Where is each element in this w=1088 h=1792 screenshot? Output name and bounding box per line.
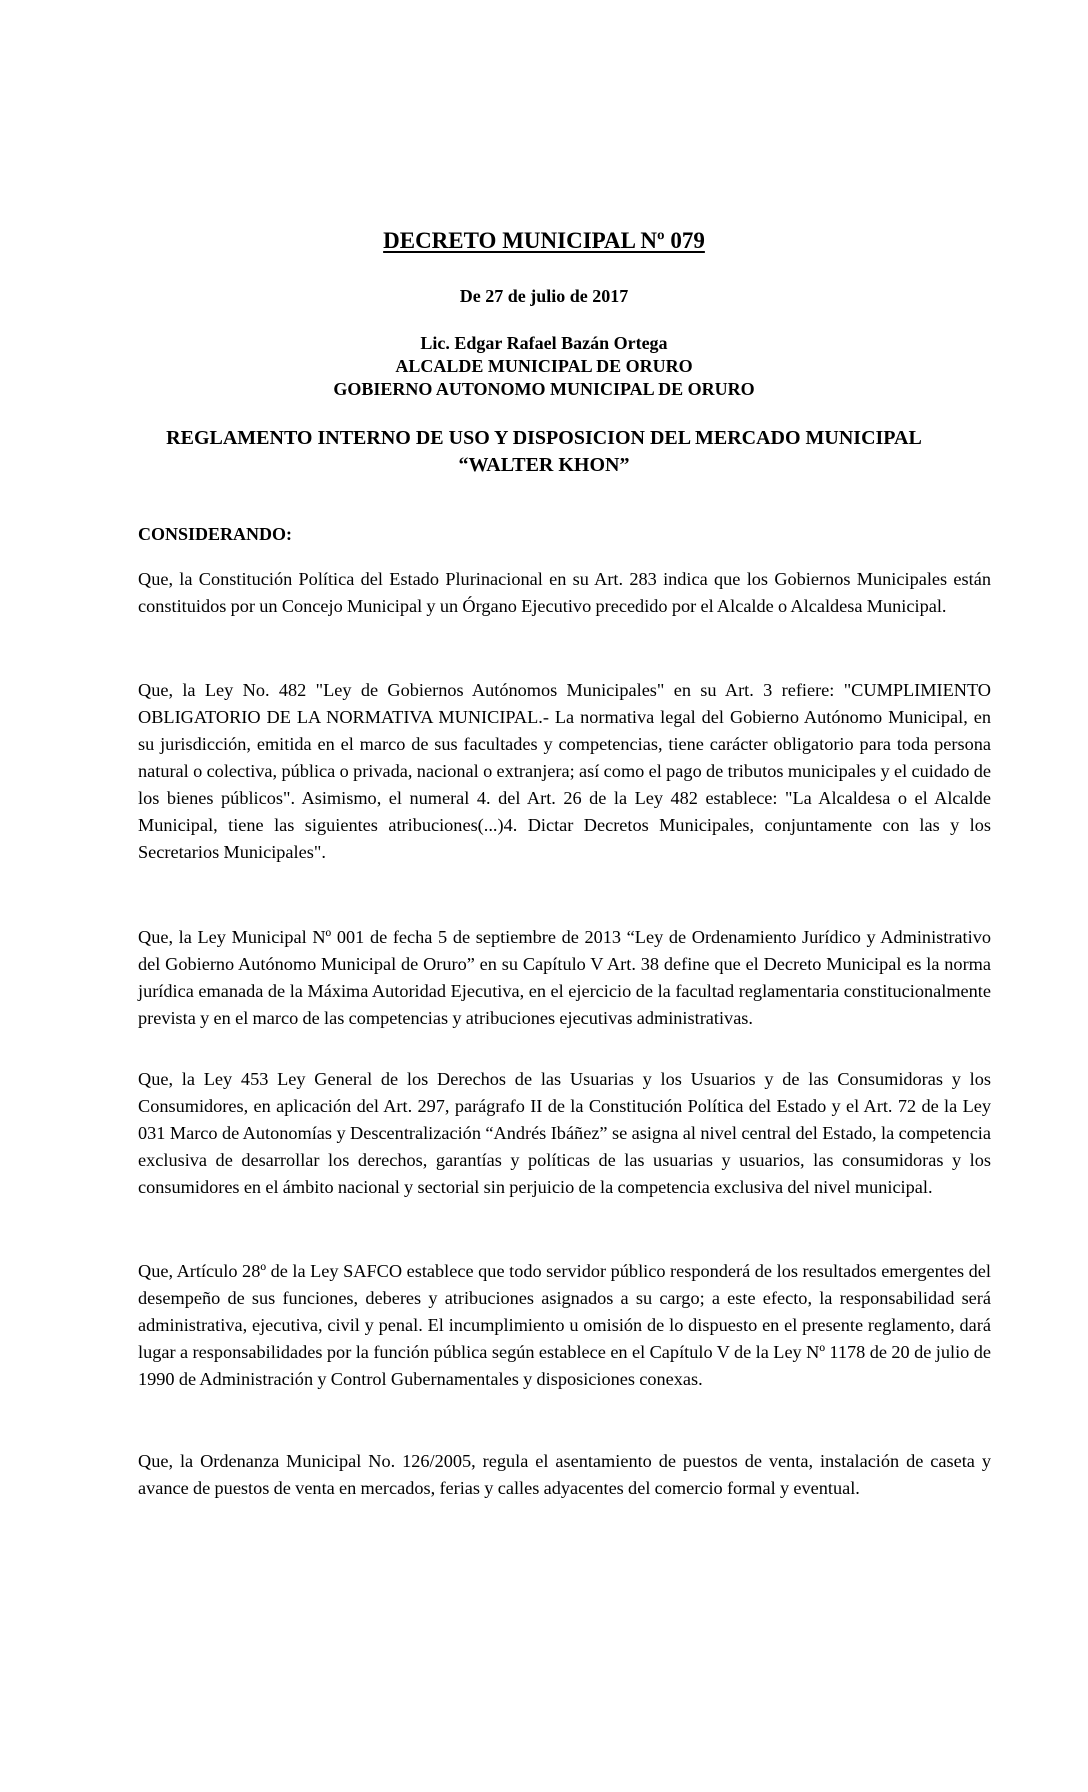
government-name: GOBIERNO AUTONOMO MUNICIPAL DE ORURO bbox=[333, 379, 755, 399]
paragraph-constitution: Que, la Constitución Política del Estado Plurinacional en su Art. 283 indica que los Gobiernos Municipales están constituidos por un Concejo Municipal y un Órgano Ejecutivo precedido por el Alcalde o Alcaldesa Municipal. bbox=[138, 569, 991, 616]
regulation-title-line1: REGLAMENTO INTERNO DE USO Y DISPOSICION DEL MERCADO MUNICIPAL bbox=[166, 427, 922, 449]
paragraph-ley-482: Que, la Ley No. 482 "Ley de Gobiernos Autónomos Municipales" en su Art. 3 refiere: "CUMPLIMIENTO OBLIGATORIO DE LA NORMATIVA MUNICIPAL.- La normativa legal del Gobierno Autónomo Municipal, en su jurisdicción, emitida en el marco de sus facultades y competencias, tiene carácter obligatorio para toda persona natural o colectiva, pública o privada, nacional o extranjera; así como el pago de tributos municipales y el cuidado de los bienes públicos". Asimismo, el numeral 4. del Art. 26 de la Ley 482 establece: "La Alcaldesa o el Alcalde Municipal, tiene las siguientes atribuciones(...)4. Dictar Decretos Municipales, conjuntamente con las y los Secretarios Municipales". bbox=[138, 680, 991, 862]
decree-date: De 27 de julio de 2017 bbox=[459, 286, 629, 306]
decree-title: DECRETO MUNICIPAL Nº 079 bbox=[383, 228, 705, 253]
paragraph-ley-municipal-001: Que, la Ley Municipal Nº 001 de fecha 5 de septiembre de 2013 “Ley de Ordenamiento Jurídico y Administrativo del Gobierno Autónomo Municipal de Oruro” en su Capítulo V Art. 38 define que el Decreto Municipal es la norma jurídica emanada de la Máxima Autoridad Ejecutiva, en el ejercicio de la facultad reglamentaria constitucionalmente prevista y en el marco de las competencias y atribuciones ejecutivas administrativas. bbox=[138, 927, 991, 1028]
author-role: ALCALDE MUNICIPAL DE ORURO bbox=[395, 356, 693, 376]
section-heading: CONSIDERANDO: bbox=[138, 524, 293, 544]
paragraph-ley-safco: Que, Artículo 28º de la Ley SAFCO establece que todo servidor público responderá de los resultados emergentes del desempeño de sus funciones, deberes y atribuciones asignados a su cargo; a este efecto, la responsabilidad será administrativa, ejecutiva, civil y penal. El incumplimiento u omisión de lo dispuesto en el presente reglamento, dará lugar a responsabilidades por la función pública según establece en el Capítulo V de la Ley Nº 1178 de 20 de julio de 1990 de Administración y Control Gubernamentales y disposiciones conexas. bbox=[138, 1261, 991, 1389]
regulation-title-line2: “WALTER KHON” bbox=[458, 454, 630, 476]
author-name: Lic. Edgar Rafael Bazán Ortega bbox=[420, 333, 668, 353]
paragraph-ordenanza-126: Que, la Ordenanza Municipal No. 126/2005, regula el asentamiento de puestos de venta, instalación de caseta y avance de puestos de venta en mercados, ferias y calles adyacentes del comercio formal y eventual. bbox=[138, 1451, 991, 1498]
paragraph-ley-453: Que, la Ley 453 Ley General de los Derechos de las Usuarias y los Usuarios y de las Consumidoras y los Consumidores, en aplicación del Art. 297, parágrafo II de la Constitución Política del Estado y el Art. 72 de la Ley 031 Marco de Autonomías y Descentralización “Andrés Ibáñez” se asigna al nivel central del Estado, la competencia exclusiva de desarrollar los derechos, garantías y políticas de las usuarias y usuarios, las consumidoras y los consumidores en el ámbito nacional y sectorial sin perjuicio de la competencia exclusiva del nivel municipal. bbox=[138, 1069, 991, 1197]
